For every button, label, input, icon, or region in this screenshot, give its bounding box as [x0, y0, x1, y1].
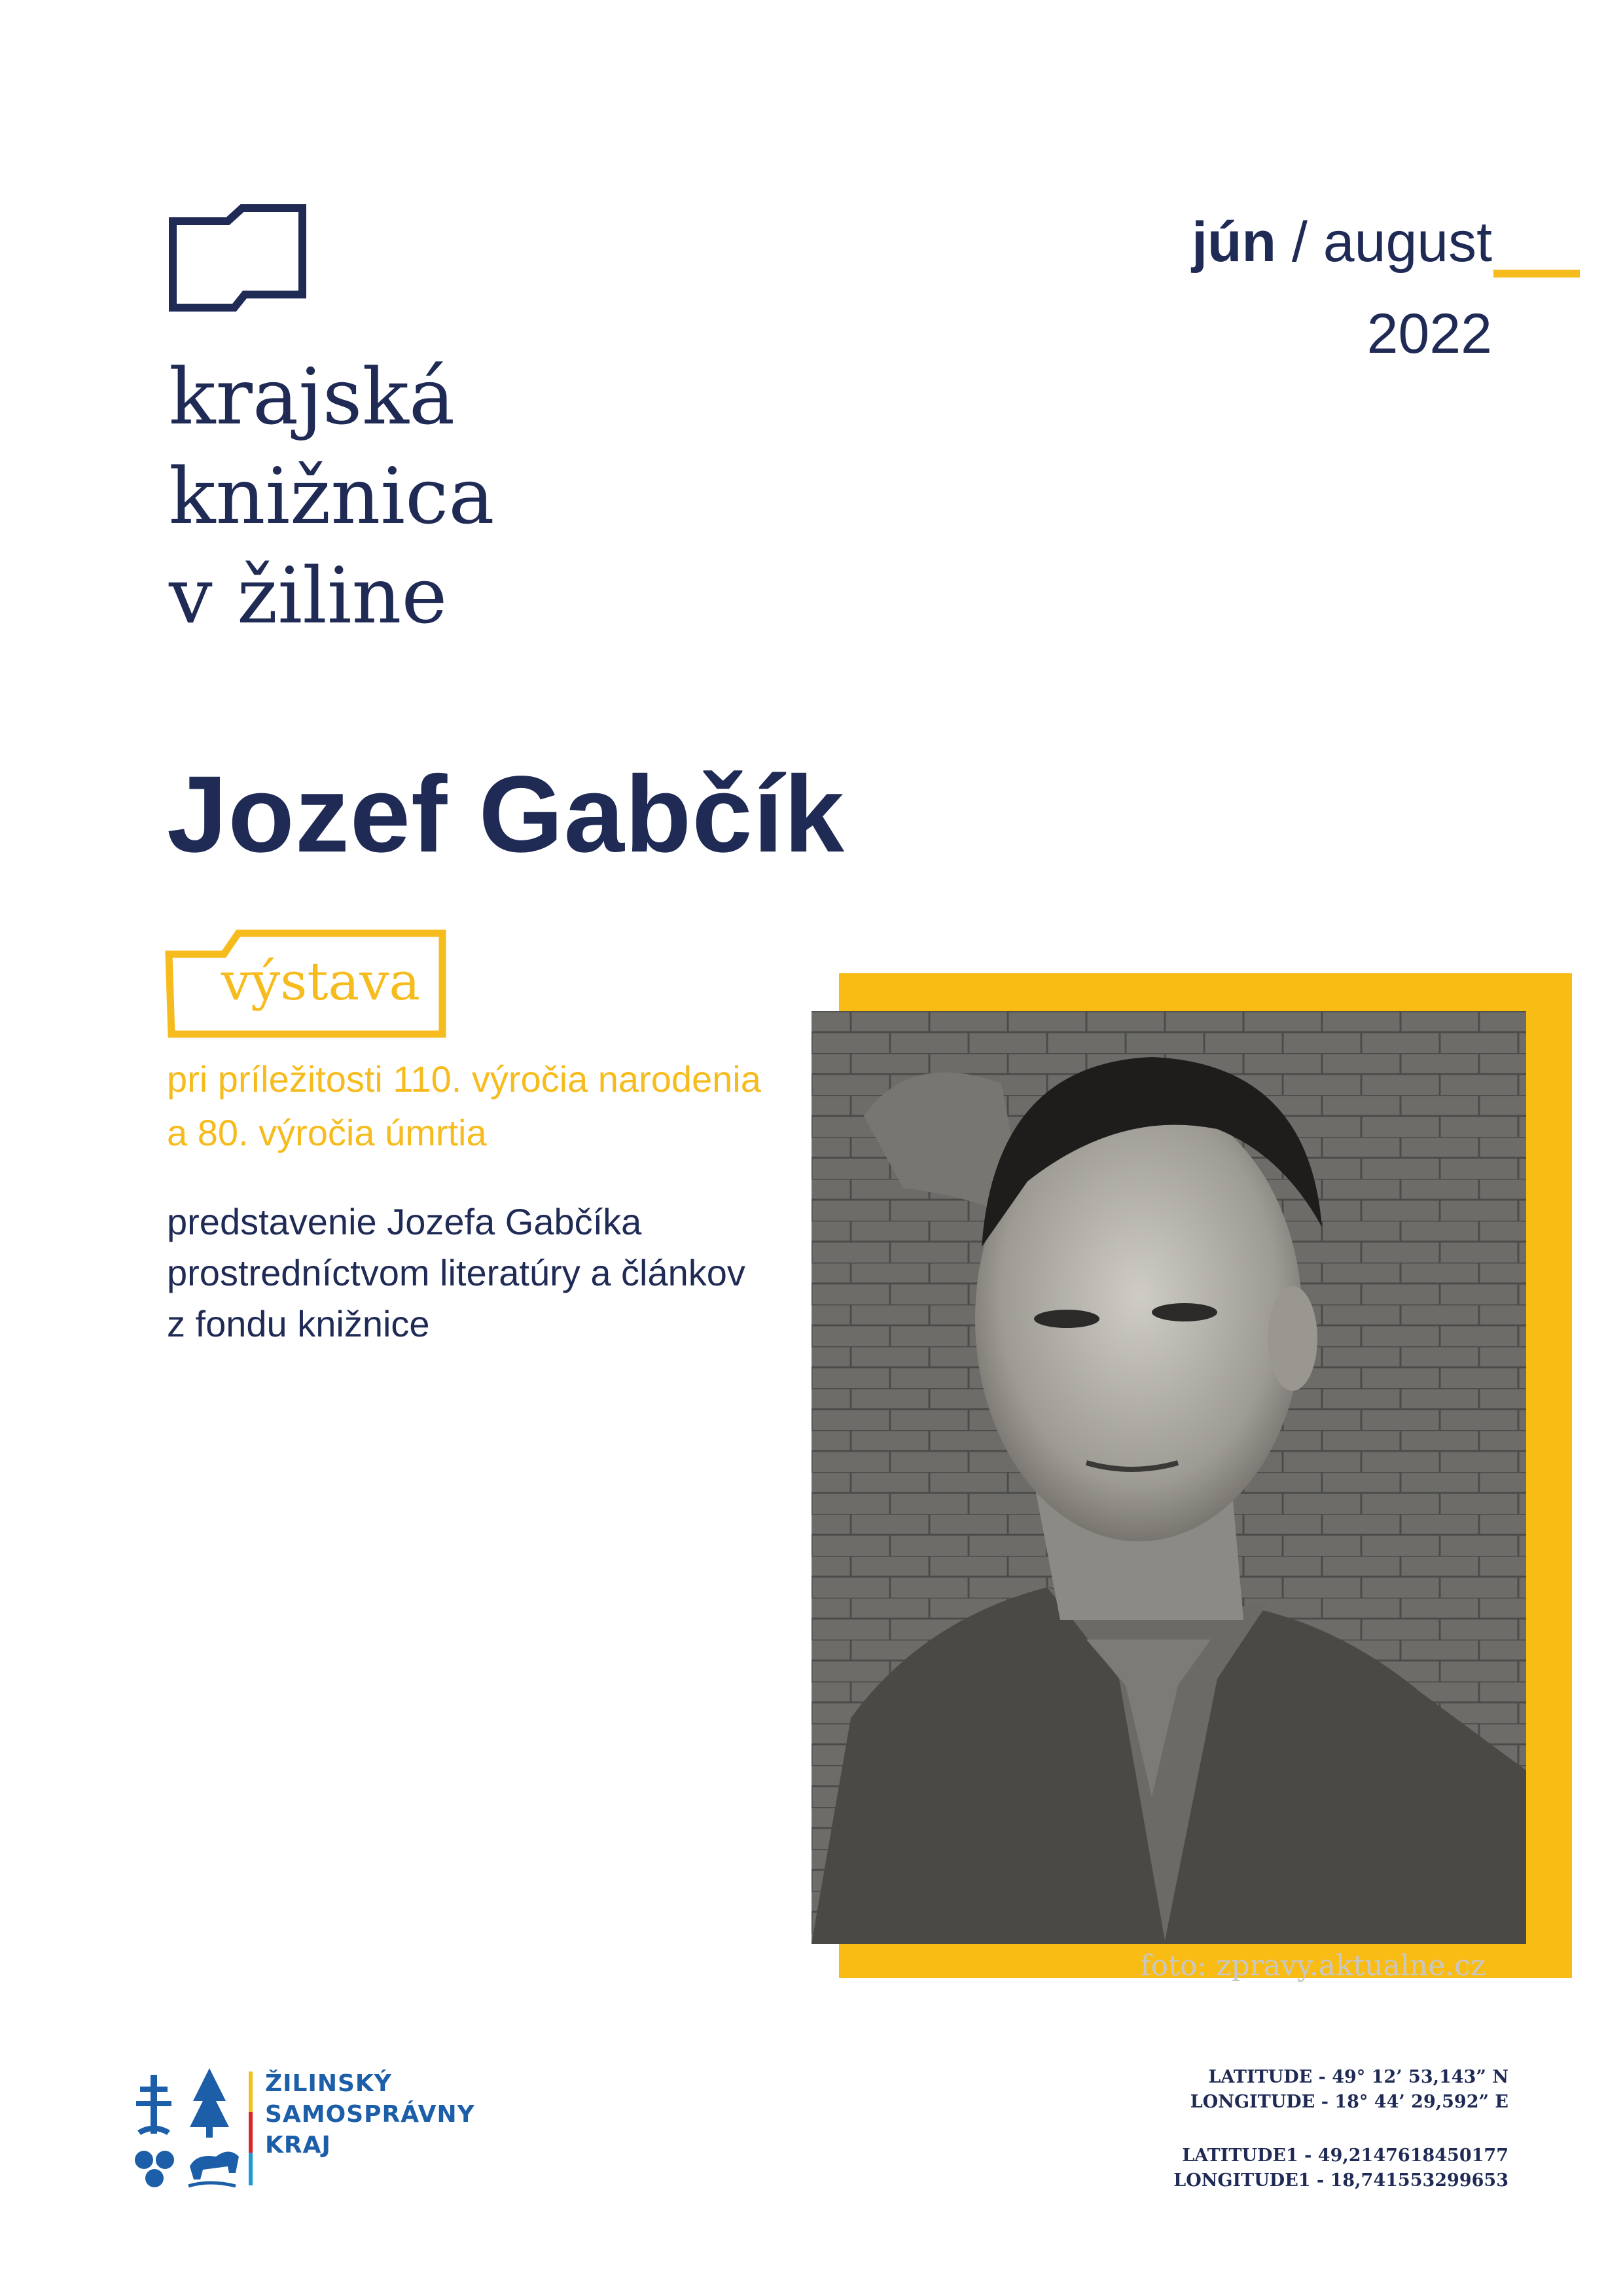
year: 2022 — [1366, 302, 1492, 365]
region-name-line-3: KRAJ — [265, 2132, 331, 2159]
library-name-line-3: v žiline — [169, 550, 448, 641]
latitude-dms: LATITUDE - 49° 12’ 53,143” N — [1208, 2067, 1508, 2087]
date-separator: / — [1276, 211, 1323, 274]
month-start: jún — [1192, 211, 1277, 274]
region-name-line-2: SAMOSPRÁVNY — [265, 2101, 475, 2128]
library-name-line-2: knižnica — [169, 451, 495, 541]
latitude-decimal: LATITUDE1 - 49,2147618450177 — [1182, 2145, 1508, 2166]
region-name-line-1: ŽILINSKÝ — [265, 2070, 392, 2097]
occasion-line-2: a 80. výročia úmrtia — [167, 1112, 487, 1153]
date-range — [1073, 196, 1492, 288]
portrait-illustration — [812, 1011, 1526, 1944]
portrait-photo — [812, 1011, 1526, 1944]
description-line-1: predstavenie Jozefa Gabčíka — [167, 1201, 642, 1242]
library-name-line-1: krajská — [169, 351, 455, 442]
date-underline-accent — [1493, 270, 1580, 278]
page-title: Jozef Gabčík — [167, 754, 846, 875]
exhibition-dates — [1073, 196, 1492, 380]
occasion-line-1: pri príležitosti 110. výročia narodenia — [167, 1058, 761, 1100]
exhibition-label: výstava — [221, 951, 421, 1012]
description-line-3: z fondu knižnice — [167, 1303, 430, 1344]
coords-spacer — [1086, 2115, 1508, 2144]
gps-coordinates — [1086, 2065, 1508, 2193]
description-line-2: prostredníctvom literatúry a článkov — [167, 1252, 745, 1293]
longitude-dms: LONGITUDE - 18° 44’ 29,592” E — [1190, 2092, 1508, 2112]
description-text — [167, 1196, 821, 1350]
library-logo-icon — [169, 203, 306, 313]
photo-credit: foto: zpravy.aktualne.cz — [1140, 1949, 1486, 1982]
library-name — [169, 347, 758, 645]
occasion-text — [167, 1052, 821, 1160]
region-name — [265, 2068, 475, 2161]
longitude-decimal: LONGITUDE1 - 18,741553299653 — [1173, 2170, 1508, 2191]
month-end: august — [1323, 211, 1492, 274]
